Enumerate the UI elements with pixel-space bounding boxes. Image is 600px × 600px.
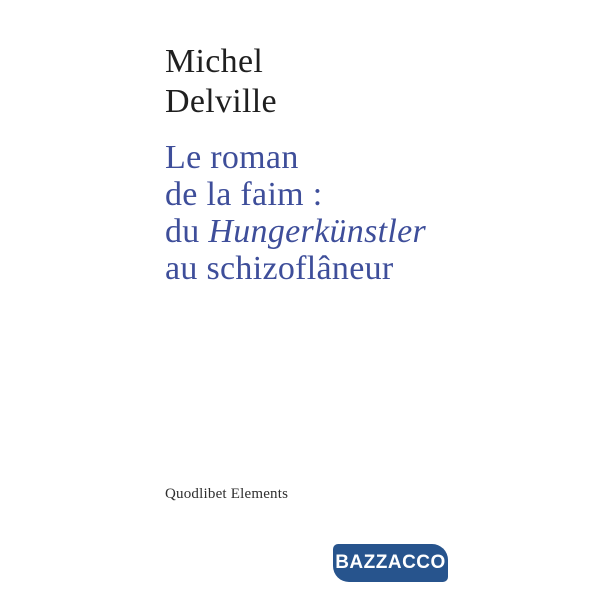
- title-line-2: de la faim :: [165, 176, 323, 213]
- publisher-badge: [333, 544, 448, 582]
- title-line-3: [165, 213, 426, 250]
- publisher-badge-label: BAZZACCO: [335, 552, 446, 573]
- book-title: [165, 139, 426, 287]
- title-line-3-prefix: du: [165, 213, 209, 250]
- author-first-name: Michel: [165, 43, 264, 80]
- author-name: [165, 42, 277, 122]
- title-line-1: Le roman: [165, 139, 299, 176]
- imprint-series-name: Quodlibet Elements: [165, 486, 289, 502]
- title-line-3-italic-term: Hungerkünstler: [208, 213, 427, 250]
- title-line-4: au schizoflâneur: [165, 250, 394, 287]
- author-last-name: Delville: [165, 83, 277, 120]
